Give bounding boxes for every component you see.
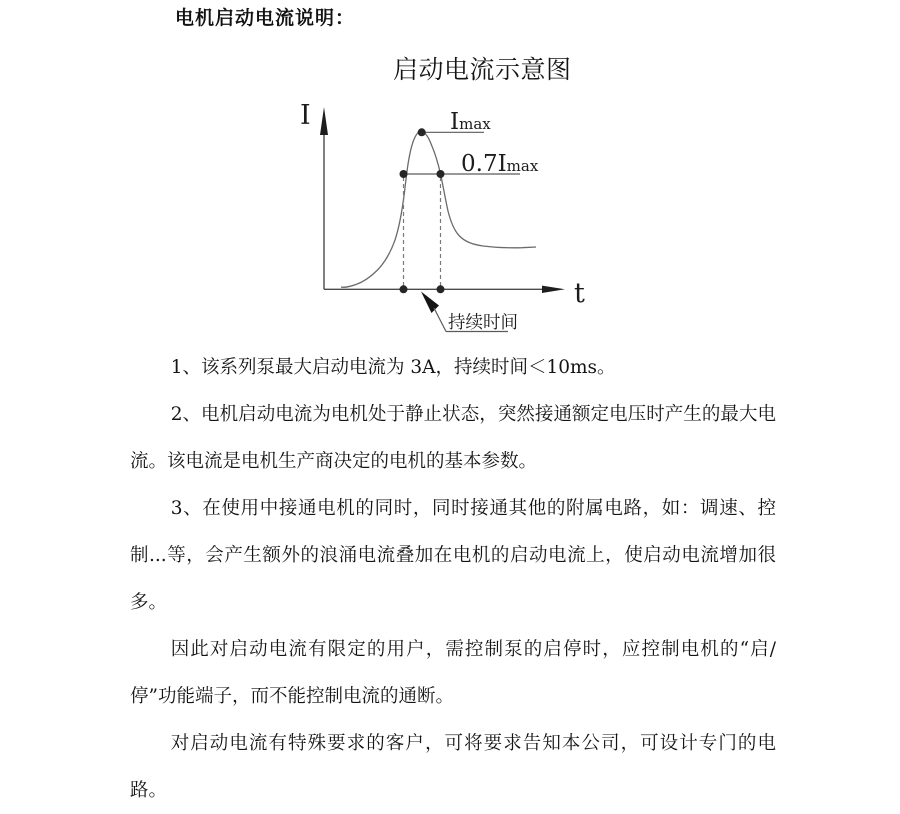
y-axis-label: I xyxy=(300,100,311,131)
paragraph-2: 2、电机启动电流为电机处于静止状态，突然接通额定电压时产生的最大电流。该电流是电机生产商决定的电机的基本参数。 xyxy=(130,404,776,472)
y-axis-arrow-icon xyxy=(320,107,328,135)
page-title: 电机启动电流说明： xyxy=(175,7,356,29)
level-crossing-right-point xyxy=(437,170,445,178)
body-text xyxy=(130,344,776,814)
x-axis-arrow-icon xyxy=(542,286,565,293)
duration-leader-line xyxy=(434,308,446,332)
paragraph-1: 1、该系列泵最大启动电流为 3A，持续时间＜10ms。 xyxy=(170,357,616,378)
duration-label: 持续时间 xyxy=(448,313,518,333)
level-crossing-left-point xyxy=(400,170,408,178)
duration-arrow-icon xyxy=(421,292,439,314)
level-label-main: 0.7I xyxy=(461,151,507,177)
imax-label-sub: max xyxy=(459,115,491,133)
imax-label xyxy=(450,109,491,135)
chart-title: 启动电流示意图 xyxy=(393,55,572,84)
peak-point xyxy=(418,128,426,136)
current-curve xyxy=(341,131,536,287)
level-label-sub: max xyxy=(506,157,539,175)
paragraph-4: 因此对启动电流有限定的用户，需控制泵的启停时，应控制电机的“启/停”功能端子，而不能控制电流的通断。 xyxy=(130,639,776,707)
paragraph-3: 3、在使用中接通电机的同时，同时接通其他的附属电路，如：调速、控制...等，会产生额外的浪涌电流叠加在电机的启动电流上，使启动电流增加很多。 xyxy=(130,498,776,613)
startup-current-diagram xyxy=(280,95,600,340)
paragraph-5: 对启动电流有特殊要求的客户，可将要求告知本公司，可设计专门的电路。 xyxy=(130,733,776,801)
duration-end-axis-point xyxy=(437,285,445,293)
duration-start-axis-point xyxy=(400,285,408,293)
imax-label-main: I xyxy=(450,109,460,135)
level-label xyxy=(461,151,539,177)
x-axis-label: t xyxy=(574,278,585,309)
